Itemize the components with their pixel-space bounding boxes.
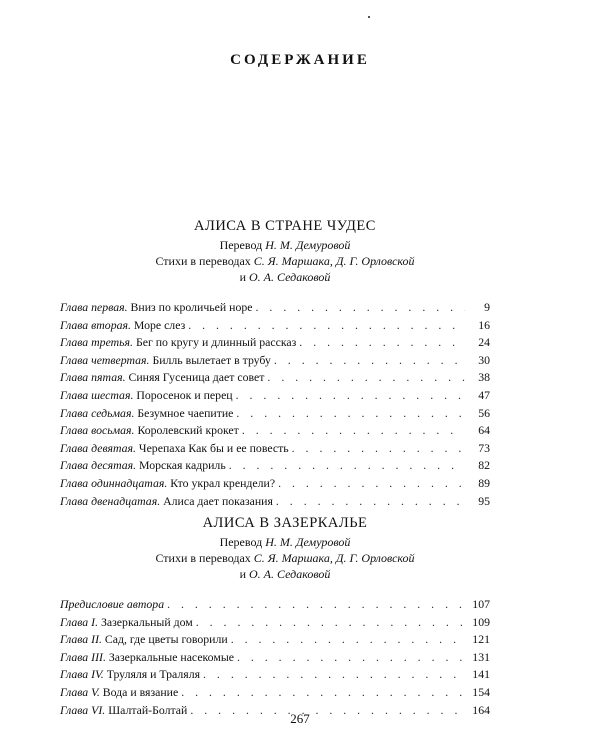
toc-entry	[60, 334, 490, 352]
translator-name: Н. М. Демуровой	[265, 535, 351, 549]
toc-entry-label	[60, 334, 296, 352]
chapter-separator: .	[100, 667, 107, 682]
chapter-title: Вниз по кроличьей норе	[130, 300, 253, 314]
and-word: и	[239, 567, 250, 581]
chapter-title: Бег по кругу и длинный рассказ	[135, 335, 297, 350]
leader-dots	[229, 457, 465, 475]
chapter-title: Морская кадриль	[139, 458, 226, 473]
toc-page-number: 131	[472, 649, 490, 664]
toc-entry-label	[60, 422, 239, 440]
leader-dots	[188, 317, 465, 335]
leader-dots	[236, 387, 465, 405]
toc-entry-label	[60, 596, 164, 614]
toc-entry-label	[60, 440, 289, 458]
leader-dots	[196, 614, 465, 632]
chapter-number: Глава VI	[60, 702, 103, 717]
print-speck	[368, 16, 370, 18]
toc-list	[60, 596, 490, 719]
chapter-title: Труляля и Траляля	[106, 667, 201, 682]
chapter-number: Глава I	[60, 614, 96, 629]
toc-page-number: 47	[478, 387, 490, 402]
toc-page-number: 107	[472, 597, 490, 611]
chapter-title: Зазеркальные насекомые	[108, 649, 234, 664]
section-looking-glass	[60, 514, 490, 719]
chapter-number: Глава девятая	[60, 440, 133, 455]
chapter-title: Безумное чаепитие	[137, 405, 234, 420]
toc-entry	[60, 317, 490, 335]
toc-entry	[60, 475, 490, 493]
leader-dots	[267, 369, 465, 387]
chapter-separator: .	[99, 632, 105, 647]
chapter-number: Глава третья	[60, 335, 131, 350]
toc-page-number: 121	[472, 632, 490, 647]
chapter-number: Глава вторая	[60, 317, 128, 332]
section-heading: АЛИСА В ЗАЗЕРКАЛЬЕ	[202, 515, 368, 531]
leader-dots	[236, 405, 465, 423]
chapter-separator: .	[122, 370, 129, 385]
chapter-title: Королевский крокет	[137, 423, 239, 438]
chapter-number: Глава двенадцатая	[60, 493, 158, 508]
poem-translator: О. А. Седаковой	[249, 567, 331, 581]
chapter-separator: .	[131, 423, 138, 438]
toc-page-number: 56	[478, 405, 490, 420]
poems-prefix: Стихи в переводах	[155, 254, 254, 268]
toc-page-number: 30	[478, 352, 490, 367]
toc-entry	[60, 457, 490, 475]
chapter-title: Алиса дает показания	[163, 493, 273, 508]
chapter-title: Поросенок и перец	[136, 387, 233, 402]
chapter-number: Глава III	[60, 649, 103, 664]
chapter-number: Глава II	[60, 632, 100, 647]
toc-entry-label	[60, 352, 271, 370]
chapter-separator: .	[124, 300, 131, 314]
toc-entry-label	[60, 684, 178, 702]
and-word: и	[239, 270, 250, 284]
poem-translators: С. Я. Маршака, Д. Г. Орловской	[253, 254, 415, 268]
toc-entry	[60, 614, 490, 632]
chapter-separator: .	[130, 387, 137, 402]
chapter-title: Билль вылетает в трубу	[152, 352, 271, 367]
chapter-title: Шалтай-Болтай	[108, 702, 188, 717]
toc-page-number: 154	[472, 684, 490, 699]
toc-entry-label	[60, 405, 233, 423]
leader-dots	[276, 493, 465, 511]
toc-page-number: 16	[478, 317, 490, 332]
toc-entry	[60, 352, 490, 370]
toc-entry-label	[60, 614, 193, 632]
chapter-number: Глава V	[60, 684, 97, 699]
toc-page-number: 73	[478, 440, 490, 455]
toc-entry-label	[60, 666, 200, 684]
leader-dots	[274, 352, 465, 370]
toc-page-number: 95	[478, 493, 490, 508]
page-number: 267	[290, 711, 310, 726]
chapter-separator: .	[102, 702, 109, 717]
toc-entry-label	[60, 317, 185, 335]
toc-entry	[60, 684, 490, 702]
chapter-separator: .	[95, 614, 101, 629]
toc-entry-label	[60, 649, 234, 667]
chapter-title: Черепаха Как бы и ее повесть	[138, 440, 289, 455]
toc-entry-label	[60, 387, 233, 405]
chapter-title: Зазеркальный дом	[101, 614, 193, 629]
leader-dots	[167, 596, 465, 614]
toc-entry	[60, 422, 490, 440]
toc-list	[60, 299, 490, 510]
chapter-separator: .	[130, 335, 136, 350]
chapter-number: Глава пятая	[60, 370, 123, 385]
leader-dots	[181, 684, 465, 702]
toc-page-number: 82	[478, 458, 490, 473]
toc-page-number: 24	[478, 335, 490, 350]
leader-dots	[256, 299, 465, 317]
translation-prefix: Перевод	[219, 238, 266, 252]
chapter-separator: .	[131, 405, 138, 420]
chapter-number: Глава шестая	[60, 387, 131, 402]
toc-entry	[60, 649, 490, 667]
chapter-separator: .	[133, 440, 139, 455]
section-heading: АЛИСА В СТРАНЕ ЧУДЕС	[194, 218, 376, 234]
chapter-number: Глава десятая	[60, 458, 134, 473]
toc-entry	[60, 631, 490, 649]
toc-entry	[60, 405, 490, 423]
chapter-number: Глава седьмая	[60, 405, 132, 420]
toc-page-number: 64	[478, 423, 490, 438]
toc-page-number: 89	[478, 475, 490, 490]
poems-prefix: Стихи в переводах	[155, 551, 254, 565]
toc-entry	[60, 299, 490, 317]
toc-entry-label	[60, 299, 253, 317]
toc-page-number: 141	[472, 667, 490, 682]
toc-page-number: 109	[472, 614, 490, 629]
toc-page-number: 164	[472, 702, 490, 717]
toc-entry-label	[60, 475, 275, 493]
chapter-title: Вода и вязание	[102, 684, 179, 699]
leader-dots	[203, 666, 465, 684]
chapter-separator: .	[164, 475, 171, 490]
toc-entry-label	[60, 631, 228, 649]
toc-entry	[60, 369, 490, 387]
toc-entry	[60, 387, 490, 405]
section-wonderland	[60, 217, 490, 510]
chapter-separator: .	[102, 649, 109, 664]
chapter-separator: .	[127, 317, 134, 332]
leader-dots	[231, 631, 465, 649]
chapter-number: Предисловие автора	[60, 597, 165, 611]
leader-dots	[299, 334, 465, 352]
toc-entry-label	[60, 369, 264, 387]
leader-dots	[237, 649, 465, 667]
toc-entry	[60, 440, 490, 458]
chapter-separator: .	[157, 493, 164, 508]
chapter-number: Глава первая	[60, 300, 125, 314]
chapter-title: Сад, где цветы говорили	[104, 632, 228, 647]
chapter-separator: .	[96, 684, 103, 699]
leader-dots	[278, 475, 465, 493]
chapter-number: Глава одиннадцатая	[60, 475, 165, 490]
chapter-separator: .	[146, 352, 153, 367]
translator-name: Н. М. Демуровой	[265, 238, 351, 252]
chapter-title: Море слез	[133, 317, 186, 332]
translation-prefix: Перевод	[219, 535, 266, 549]
toc-page-number: 38	[478, 370, 490, 385]
chapter-title: Синяя Гусеница дает совет	[128, 370, 265, 385]
toc-entry-label	[60, 457, 226, 475]
leader-dots	[242, 422, 465, 440]
leader-dots	[292, 440, 465, 458]
toc-page-number: 9	[484, 300, 490, 314]
translation-credits	[80, 237, 490, 285]
chapter-number: Глава четвертая	[60, 352, 147, 367]
chapter-number: Глава IV	[60, 667, 101, 682]
toc-entry	[60, 596, 490, 614]
chapter-number: Глава восьмая	[60, 423, 132, 438]
poem-translator: О. А. Седаковой	[249, 270, 331, 284]
page-title: СОДЕРЖАНИЕ	[230, 52, 370, 68]
toc-entry	[60, 493, 490, 511]
toc-entry-label	[60, 493, 273, 511]
poem-translators: С. Я. Маршака, Д. Г. Орловской	[253, 551, 415, 565]
toc-entry	[60, 666, 490, 684]
chapter-separator: .	[133, 458, 140, 473]
translation-credits	[80, 534, 490, 582]
chapter-title: Кто украл крендели?	[170, 475, 276, 490]
